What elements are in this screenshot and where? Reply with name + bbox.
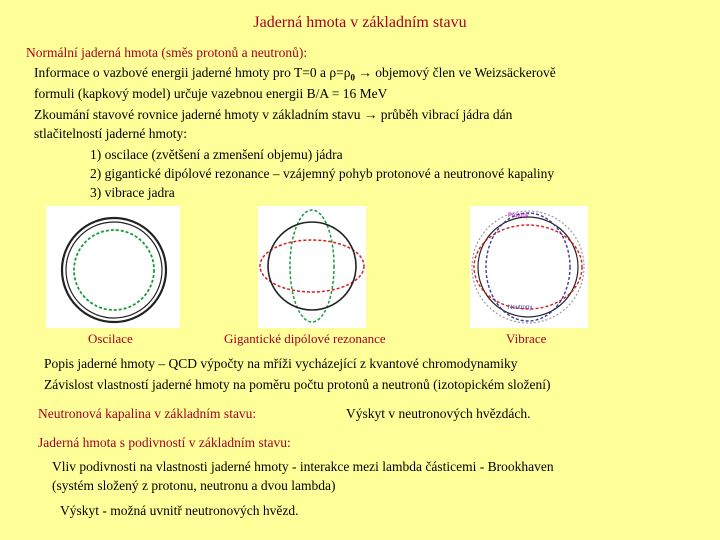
text-line: Závislost vlastností jaderné hmoty na poměru počtu protonů a neutronů (izotopickém složení) [44, 377, 551, 392]
vibrace-bottom-label: Neutrony [508, 305, 533, 311]
figure-giant-dipole [258, 206, 366, 328]
section-normal-heading: Normální jaderná hmota (směs protonů a neutronů): [26, 45, 308, 60]
text-line: Popis jaderné hmoty – QCD výpočty na mříži vycházející z kvantové chromodynamiky [44, 356, 518, 371]
section-strange-heading: Jaderná hmota s podivností v základním stavu: [38, 435, 291, 450]
page-title: Jaderná hmota v základním stavu [253, 14, 467, 31]
caption-oscillation: Oscilace [88, 331, 133, 346]
text-fragment: → objemový člen ve Weizsäckerově [354, 65, 556, 80]
text-line: Vliv podivnosti na vlastnosti jaderné hmoty - interakce mezi lambda částicemi - Brookhaven [52, 459, 554, 474]
list-item: 1) oscilace (zvětšení a zmenšení objemu) jádra [90, 147, 343, 162]
text-line: stlačitelností jaderné hmoty: [34, 126, 187, 141]
text-line: Výskyt v neutronových hvězdách. [346, 406, 531, 421]
list-item: 3) vibrace jadra [90, 185, 175, 200]
text-line [34, 64, 556, 87]
figure-oscillation [46, 206, 180, 328]
vibrace-top-label: Protony [508, 213, 529, 219]
text-fragment: Informace o vazbové energii jaderné hmoty pro T=0 a ρ=ρ [34, 65, 351, 80]
section-neutron-heading: Neutronová kapalina v základním stavu: [38, 406, 257, 421]
caption-giant-dipole: Gigantické dipólové rezonance [224, 331, 386, 346]
text-line: (systém složený z protonu, neutronu a dvou lambda) [52, 478, 336, 493]
text-line: Zkoumání stavové rovnice jaderné hmoty v základním stavu → průběh vibrací jádra dán [34, 107, 513, 122]
figure-vibration [470, 206, 588, 328]
text-line: formuli (kapkový model) určuje vazebnou energii B/A = 16 MeV [34, 86, 388, 101]
text-line: Výskyt - možná uvnitř neutronových hvězd. [60, 503, 299, 518]
list-item: 2) gigantické dipólové rezonance – vzájemný pohyb protonové a neutronové kapaliny [90, 166, 555, 181]
caption-vibration: Vibrace [506, 331, 547, 346]
subscript: 0 [350, 72, 355, 83]
